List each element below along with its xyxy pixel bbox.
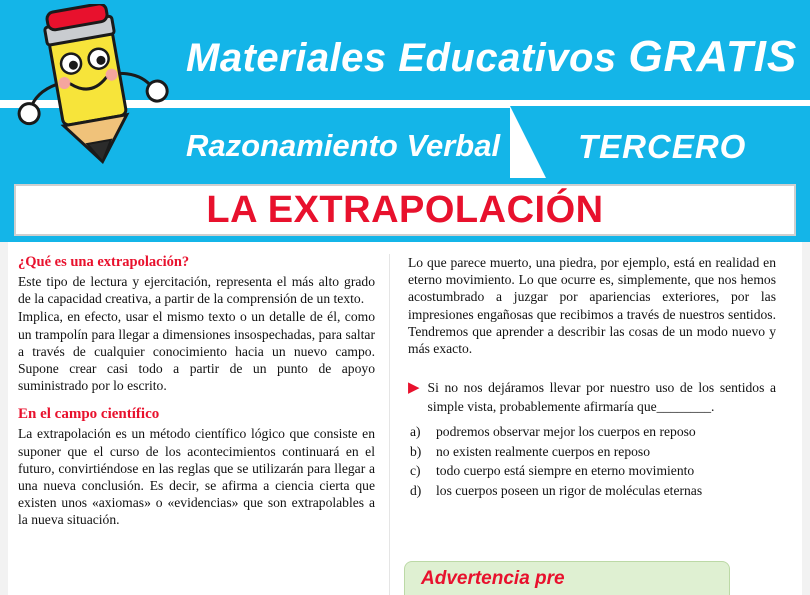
option-label: b) [410,443,422,459]
answer-options-list [408,422,776,500]
option-text: no existen realmente cuerpos en reposo [436,443,651,459]
option-label: a) [410,424,421,440]
worksheet-body [0,242,810,595]
section2-paragraph-1: La extrapolación es un método científico lógico que consiste en suponer que el curso de los acontecimientos continuará en el futuro, convirtiéndose en las reglas que se utilizarán para llegar a una nueva conclusión. Es decir, se afirma a ciencia cierta que existen unos «axiomas» o «evidencias» que son extrapolables a la nueva situación. [18,426,375,528]
two-column-layout [18,254,792,595]
list-item[interactable] [410,481,776,501]
page-header [0,0,810,178]
header-brand-line [186,32,797,82]
option-text: podremos observar mejor los cuerpos en reposo [436,424,696,440]
section1-paragraph-2: Implica, en efecto, usar el mismo texto o un detalle de él, como un trampolín para llegar a dimensiones insospechadas, para saltar a través de cualquier conocimiento hacia un nuevo campo. Supone crear casi todo a partir de un punto de apoyo suministrado por lo escrito. [18,309,375,394]
page-title: LA EXTRAPOLACIÓN [206,188,604,231]
option-label: d) [410,482,422,498]
title-bar [14,184,796,236]
header-wedge-cut [510,106,546,178]
option-label: c) [410,463,421,479]
question-block [408,379,776,416]
header-gratis-text: GRATIS [628,32,798,81]
question-text: Si no nos dejáramos llevar por nuestro uso de los sentidos a simple vista, probablemente afirmaría que________. [427,380,776,414]
header-grade: TERCERO [578,128,747,165]
section-heading-what-is: ¿Qué es una extrapolación? [18,254,190,270]
advertencia-note-box [404,561,730,595]
advertencia-label: Advertencia pre [421,567,565,589]
left-column [18,254,390,595]
pencil-mascot-icon [10,4,178,176]
triangle-bullet-icon: ▶ [408,380,420,397]
header-brand-text: Materiales Educativos [186,36,617,80]
list-item[interactable] [410,442,776,462]
right-rail [802,242,810,595]
option-text: los cuerpos poseen un rigor de moléculas eternas [436,482,703,498]
option-text: todo cuerpo está siempre en eterno movimiento [436,463,695,479]
title-bar-wrapper [0,178,810,242]
section1-paragraph-1: Este tipo de lectura y ejercitación, representa el más alto grado de la capacidad creativa, a partir de la comprensión de un texto. [18,274,375,307]
right-paragraph-1: Lo que parece muerto, una piedra, por ejemplo, está en realidad en eterno movimiento. Lo que ocurre es, simplemente, que nos hemos acostumbrado a juzgar por apariencias exteriores, por las impresiones engañosas que recibimos a través de nuestros sentidos. Tendremos que aprender a describir las cosas de un modo nuevo y más exacto. [408,255,776,357]
left-rail [0,242,8,595]
right-column [390,254,776,595]
section-heading-scientific: En el campo científico [18,406,160,423]
list-item[interactable] [410,422,776,442]
header-subject: Razonamiento Verbal [186,128,501,163]
list-item[interactable] [410,461,776,481]
